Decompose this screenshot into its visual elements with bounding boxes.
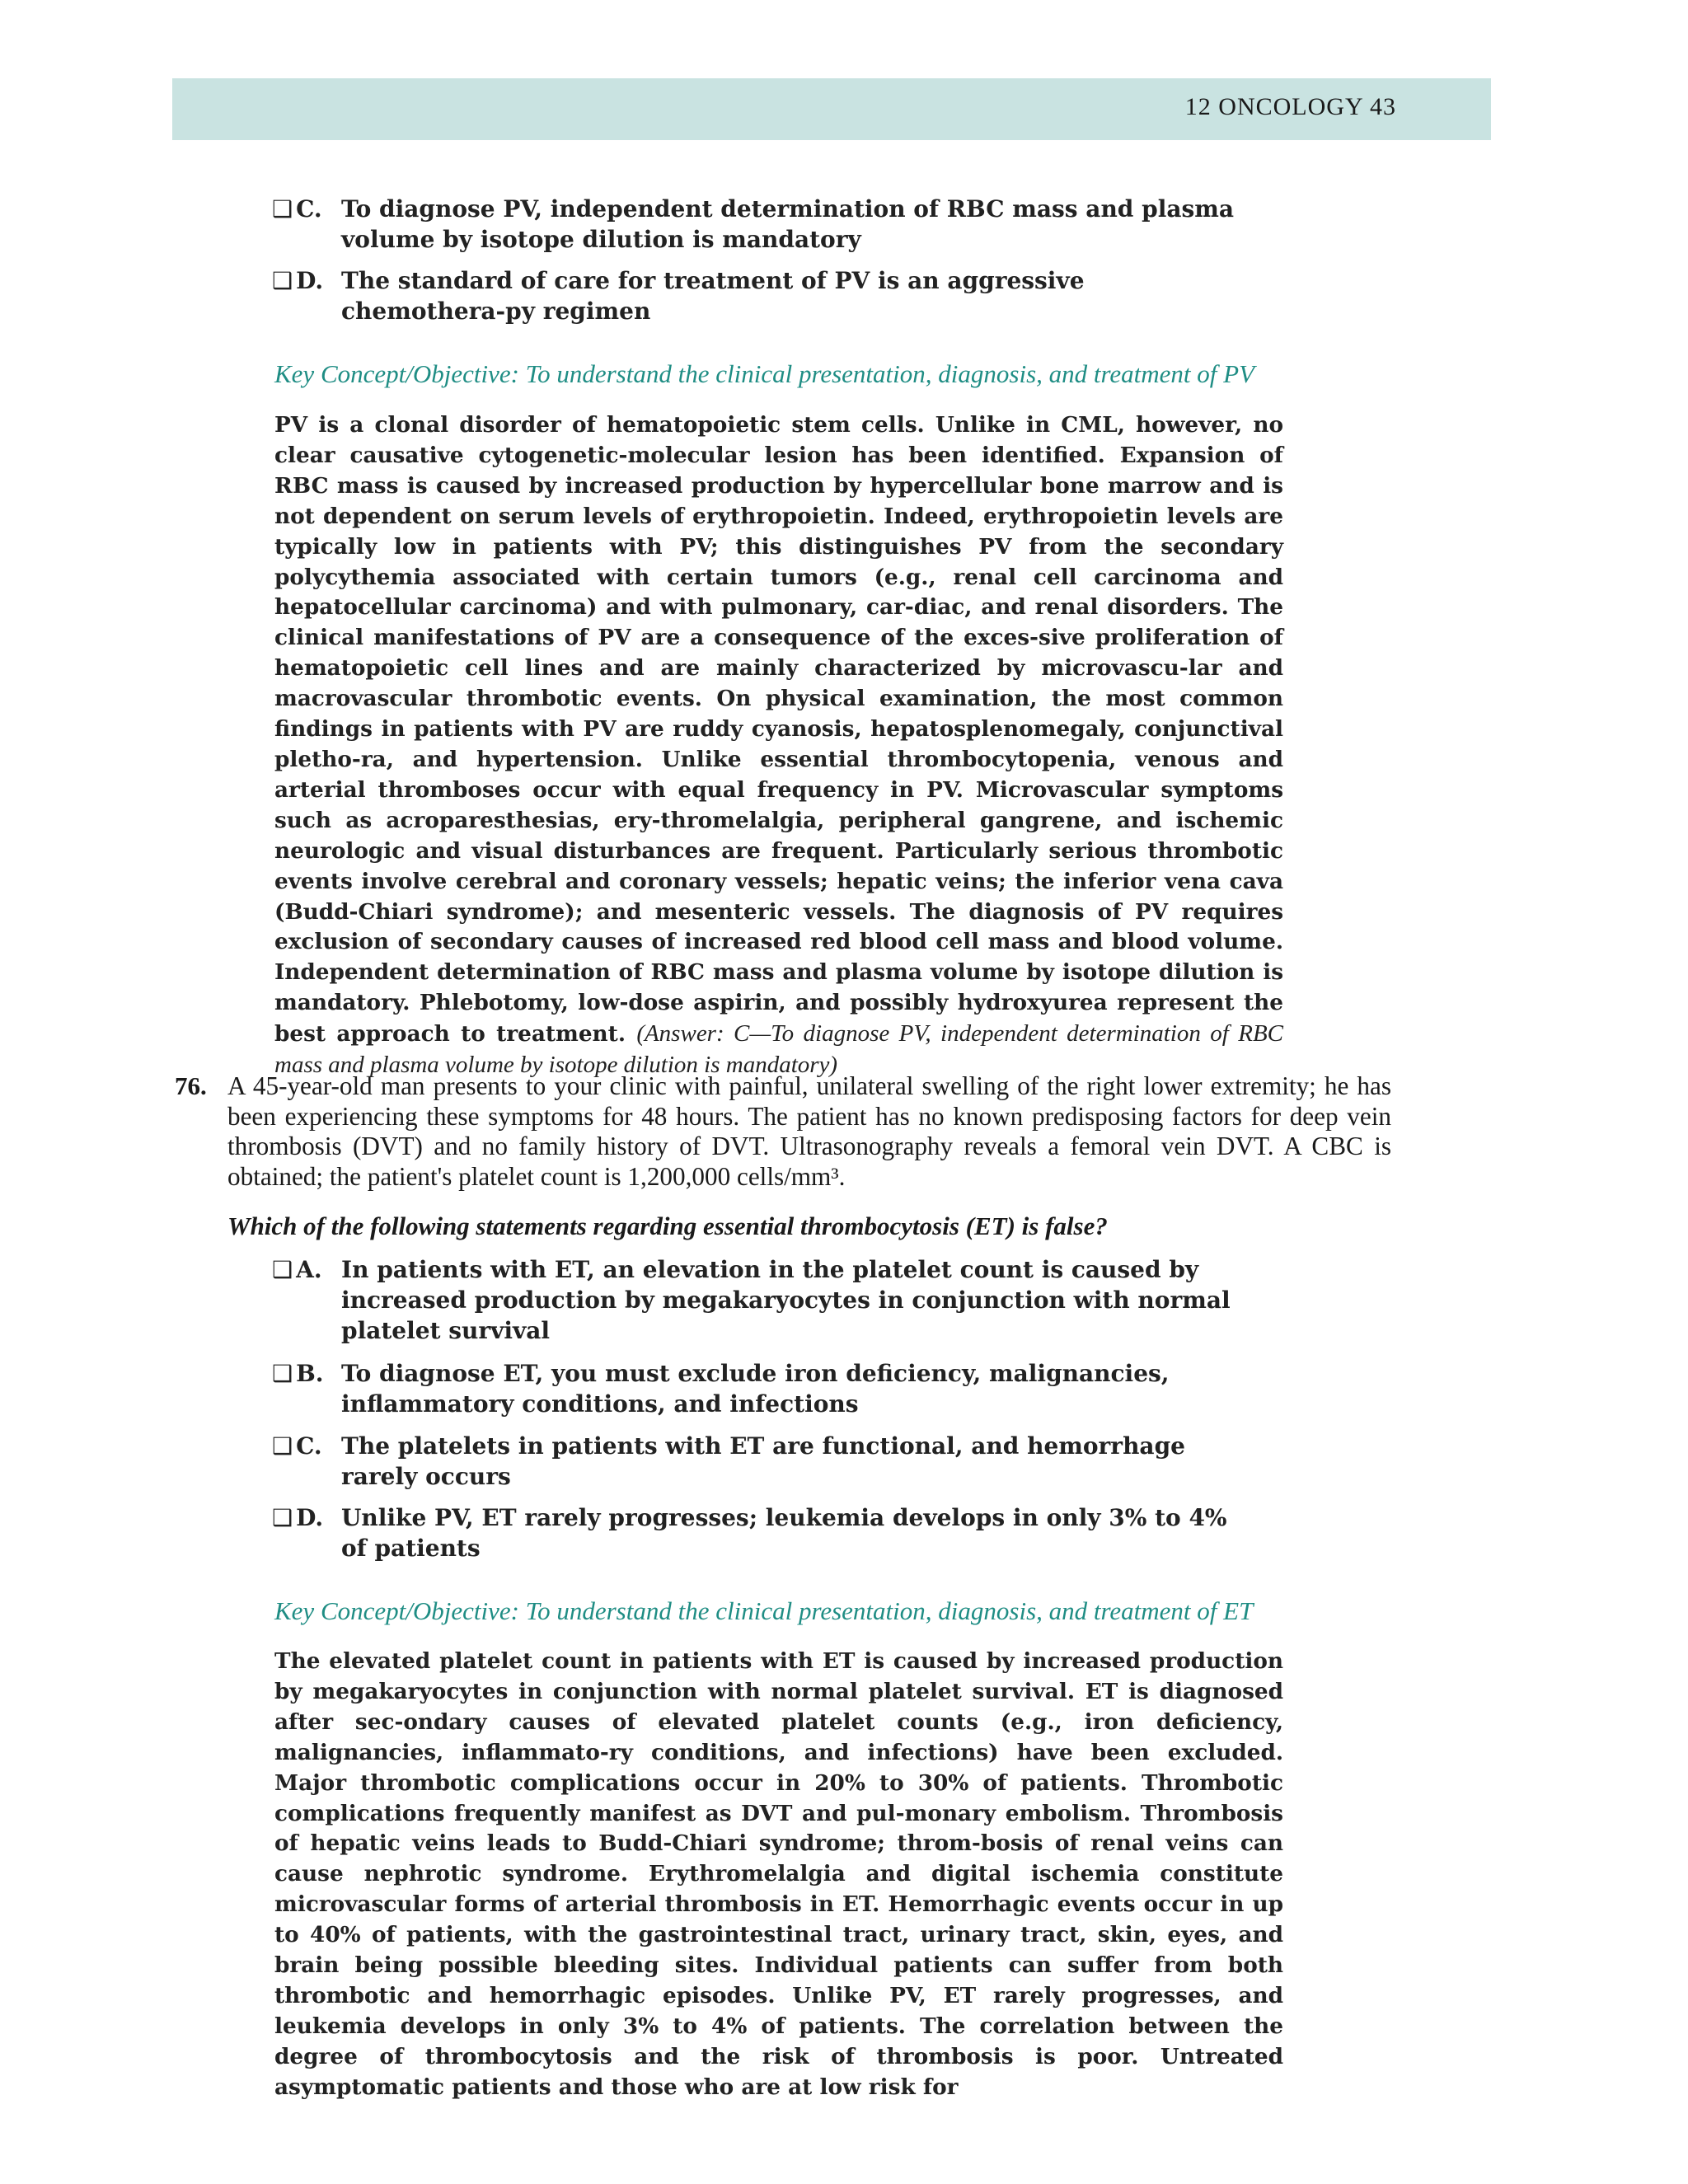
option-b [272, 1358, 1236, 1419]
checkbox-icon: ❑ [272, 195, 293, 223]
explanation-et: The elevated platelet count in patients with ET is caused by increased production by megakaryocytes in conjunction with normal platelet survival. ET is diagnosed after sec-ondary causes of elevated platelet counts (e.g., iron deficiency, malignancies, inflammato-ry conditions, and infections) have been excluded. Major thrombotic complications occur in 20% to 30% of patients. Thrombotic complications frequently manifest as DVT and pul-monary embolism. Thrombosis of hepatic veins leads to Budd-Chiari syndrome; throm-bosis of renal veins can cause nephrotic syndrome. Erythromelalgia and digital ischemia constitute microvascular forms of arterial thrombosis in ET. Hemorrhagic events occur in up to 40% of patients, with the gastrointestinal tract, urinary tract, skin, eyes, and brain being possible bleeding sites. Individual patients can suffer from both thrombotic and hemorrhagic episodes. Unlike PV, ET rarely progresses, and leukemia develops in only 3% to 4% of patients. The correlation between the degree of thrombocytosis and the risk of thrombosis is poor. Untreated asymptomatic patients and those who are at low risk for [274, 1648, 1283, 2100]
running-header [172, 78, 1491, 140]
option-marker: ❑ C. [272, 195, 322, 223]
option-marker: ❑ D. [272, 267, 324, 294]
option-d [272, 1502, 1236, 1563]
option-a [272, 1254, 1236, 1346]
checkbox-icon: ❑ [272, 1256, 293, 1283]
checkbox-icon: ❑ [272, 1504, 293, 1531]
option-marker: ❑ D. [272, 1504, 324, 1531]
explanation-pv: PV is a clonal disorder of hematopoietic stem cells. Unlike in CML, however, no clear causative cytogenetic-molecular lesion has been identified. Expansion of RBC mass is caused by increased production by hypercellular bone marrow and is not dependent on serum levels of erythropoietin. Indeed, erythropoietin levels are typically low in patients with PV; this distinguishes PV from the secondary polycythemia associated with certain tumors (e.g., renal cell carcinoma and hepatocellular carcinoma) and with pulmonary, car-diac, and renal disorders. The clinical manifestations of PV are a consequence of the exces-sive proliferation of hematopoietic cell lines and are mainly characterized by microvascu-lar and macrovascular thrombotic events. On physical examination, the most common findings in patients with PV are ruddy cyanosis, hepatosplenomegaly, conjunctival pletho-ra, and hypertension. Unlike essential thrombocytopenia, venous and arterial thromboses occur with equal frequency in PV. Microvascular symptoms such as acroparesthesias, ery-thromelalgia, peripheral gangrene, and ischemic neurologic and visual disturbances are frequent. Particularly serious thrombotic events involve cerebral and coronary vessels; hepatic veins; the inferior vena cava (Budd-Chiari syndrome); and mesenteric vessels. The diagnosis of PV requires exclusion of secondary causes of increased red blood cell mass and blood volume. Independent determination of RBC mass and plasma volume by isotope dilution is mandatory. Phlebotomy, low-dose aspirin, and possibly hydroxyurea represent the best approach to treatment. (Answer: C—To diagnose PV, independent determination of RBC mass and plasma volume by isotope dilution is mandatory) [274, 412, 1284, 1079]
option-text: The standard of care for treatment of PV is an aggressive chemothera-py regimen [341, 267, 1085, 325]
option-marker: ❑ C. [272, 1432, 322, 1460]
option-text: To diagnose ET, you must exclude iron deficiency, malignancies, inflammatory conditions, and infections [341, 1360, 1170, 1418]
checkbox-icon: ❑ [272, 1360, 293, 1387]
question-number: 76. [175, 1071, 207, 1100]
key-concept-pv: Key Concept/Objective: To understand the clinical presentation, diagnosis, and treatment of PV [274, 359, 1255, 388]
option-text: Unlike PV, ET rarely progresses; leukemia develops in only 3% to 4% of patients [341, 1504, 1227, 1562]
option-c-prev [272, 194, 1236, 255]
running-header-text: 12 ONCOLOGY 43 [1184, 93, 1396, 120]
option-text: To diagnose PV, independent determination of RBC mass and plasma volume by isotope dilution is mandatory [341, 195, 1235, 253]
option-c [272, 1431, 1236, 1492]
checkbox-icon: ❑ [272, 1432, 293, 1460]
question-stem: A 45-year-old man presents to your clinic with painful, unilateral swelling of the right lower extremity; he has been experiencing these symptoms for 48 hours. The patient has no known predisposing factors for deep vein thrombosis (DVT) and no family history of DVT. Ultrasonography reveals a femoral vein DVT. A CBC is obtained; the patient's platelet count is 1,200,000 cells/mm³. [227, 1071, 1391, 1192]
option-marker: ❑ A. [272, 1256, 322, 1283]
question-prompt: Which of the following statements regarding essential thrombocytosis (ET) is false? [227, 1212, 1108, 1240]
option-text: The platelets in patients with ET are functional, and hemorrhage rarely occurs [341, 1432, 1185, 1490]
answer-pv: (Answer: C—To diagnose PV, independent determination of RBC mass and plasma volume by isotope dilution is mandatory) [274, 1020, 1284, 1079]
option-marker: ❑ B. [272, 1360, 324, 1387]
option-d-prev [272, 265, 1236, 326]
checkbox-icon: ❑ [272, 267, 293, 294]
option-text: In patients with ET, an elevation in the platelet count is caused by increased production by megakaryocytes in conjunction with normal platelet survival [341, 1256, 1231, 1344]
key-concept-et: Key Concept/Objective: To understand the clinical presentation, diagnosis, and treatment of ET [274, 1596, 1254, 1625]
